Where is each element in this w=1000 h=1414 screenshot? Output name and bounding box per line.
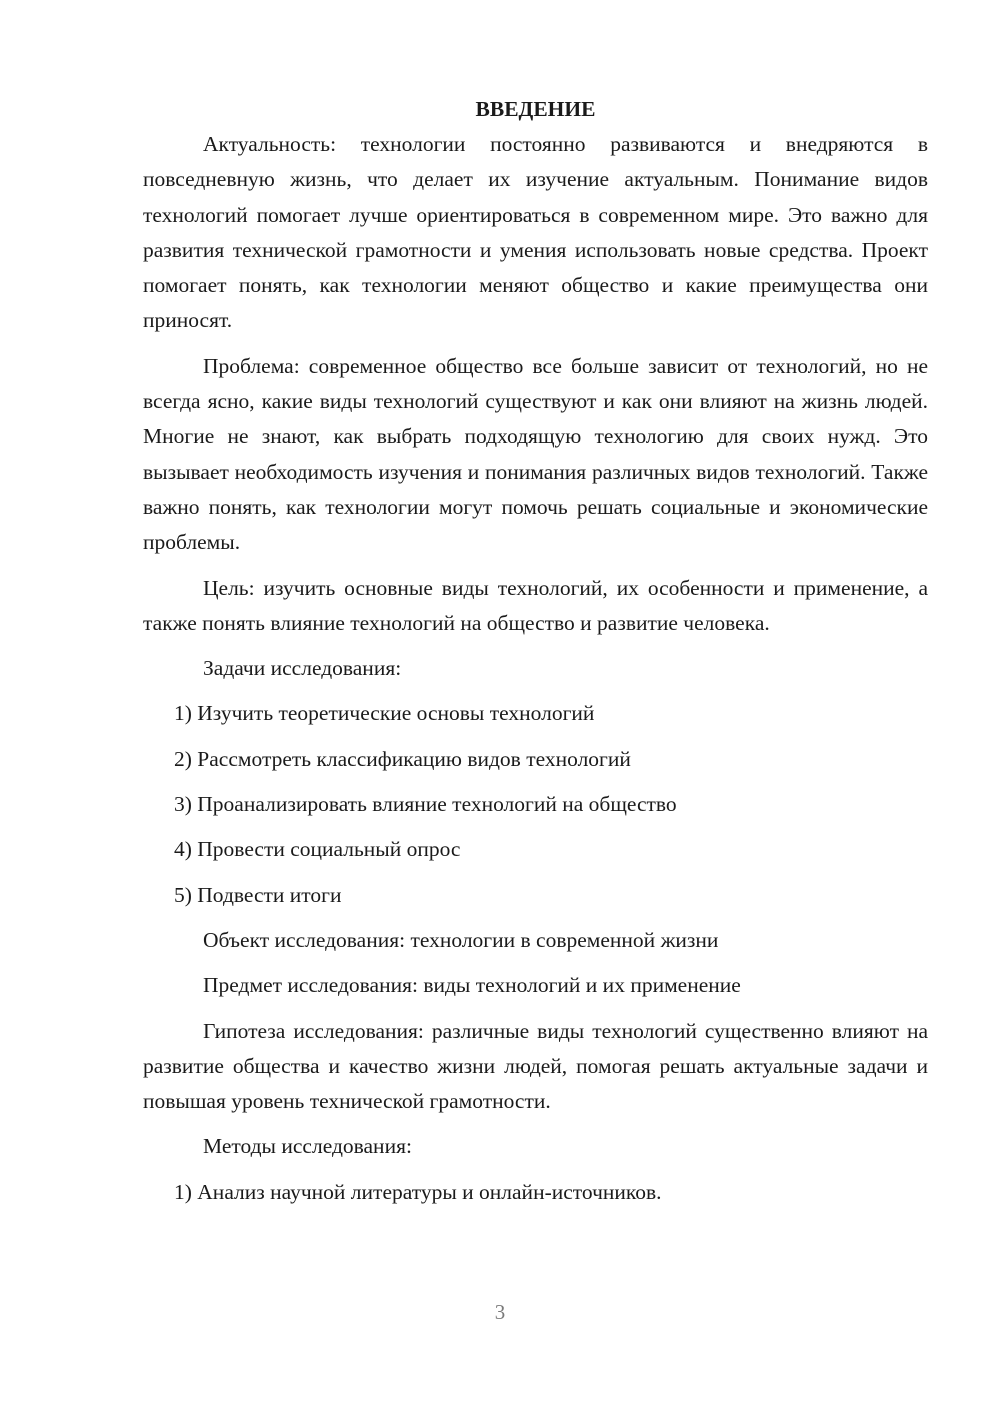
methods-heading: Методы исследования: bbox=[203, 1134, 412, 1159]
list-item: 1) Изучить теоретические основы технологий bbox=[174, 701, 595, 726]
list-item: 4) Провести социальный опрос bbox=[174, 837, 461, 862]
tasks-heading: Задачи исследования: bbox=[203, 656, 402, 681]
object-line: Объект исследования: технологии в современной жизни bbox=[203, 927, 719, 952]
section-title: ВВЕДЕНИЕ bbox=[475, 97, 596, 121]
problem-paragraph: Проблема: современное общество все больше зависит от технологий, но не всегда ясно, какие виды технологий существуют и как они влияют на жизнь людей. Многие не знают, как выбрать подходящую технологию для своих нужд. Это вызывает необходимость изучения и понимания различных видов технологий. Также важно понять, как технологии могут помочь решать социальные и экономические проблемы. bbox=[143, 353, 928, 555]
tasks-list bbox=[143, 696, 928, 912]
list-item: 5) Подвести итоги bbox=[174, 882, 342, 907]
hypothesis-paragraph: Гипотеза исследования: различные виды технологий существенно влияют на развитие общества и качество жизни людей, помогая решать актуальные задачи и повышая уровень технической грамотности. bbox=[143, 1018, 928, 1114]
subject-line: Предмет исследования: виды технологий и их применение bbox=[203, 973, 741, 998]
document-page bbox=[143, 92, 928, 1220]
page-number: 3 bbox=[494, 1300, 506, 1324]
list-item: 2) Рассмотреть классификацию видов технологий bbox=[174, 746, 631, 771]
relevance-paragraph: Актуальность: технологии постоянно развиваются и внедряются в повседневную жизнь, что делает их изучение актуальным. Понимание видов технологий помогает лучше ориентироваться в современном мире. Это важно для развития технической грамотности и умения использовать новые средства. Проект помогает понять, как технологии меняют общество и какие преимущества они приносят. bbox=[143, 132, 928, 333]
goal-paragraph: Цель: изучить основные виды технологий, их особенности и применение, а также понять влияние технологий на общество и развитие человека. bbox=[143, 575, 928, 635]
list-item: 1) Анализ научной литературы и онлайн-источников. bbox=[174, 1179, 662, 1204]
list-item: 3) Проанализировать влияние технологий на общество bbox=[174, 792, 677, 817]
methods-list bbox=[143, 1175, 928, 1210]
